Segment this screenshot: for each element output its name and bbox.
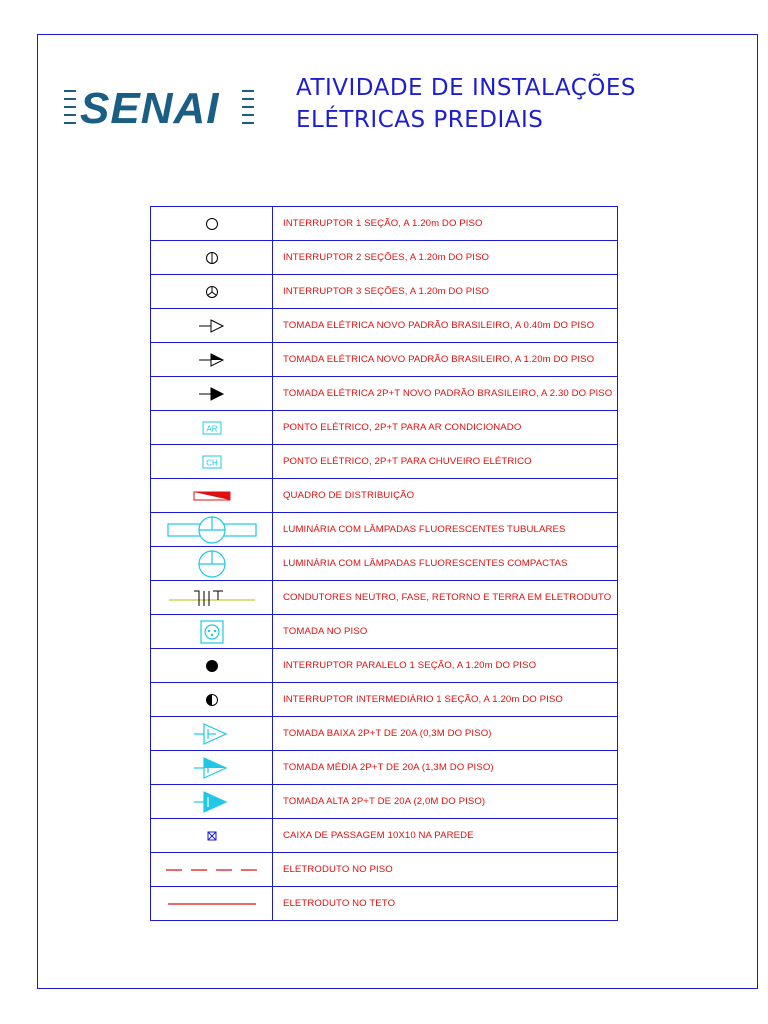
table-row: [151, 853, 618, 887]
symbol-cell: [151, 445, 273, 479]
symbol-cell: [151, 785, 273, 819]
symbol-cell: [151, 241, 273, 275]
table-row: [151, 275, 618, 309]
tomada-baixa-icon: [197, 316, 227, 336]
description-cell: TOMADA BAIXA 2P+T DE 20A (0,3M DO PISO): [273, 717, 618, 751]
table-row: [151, 309, 618, 343]
quadro-distribuicao-icon: [192, 489, 232, 503]
description-cell: TOMADA ALTA 2P+T DE 20A (2,0M DO PISO): [273, 785, 618, 819]
table-row: [151, 615, 618, 649]
interruptor-1-secao-icon: [202, 214, 222, 234]
symbol-cell: [151, 479, 273, 513]
symbol-cell: [151, 309, 273, 343]
symbol-legend-table: [150, 206, 618, 921]
symbol-cell: [151, 887, 273, 921]
chuveiro-icon: [200, 453, 224, 471]
tomada-piso-icon: [198, 618, 226, 646]
table-row: [151, 887, 618, 921]
description-cell: LUMINÁRIA COM LÂMPADAS FLUORESCENTES TUBULARES: [273, 513, 618, 547]
table-row: [151, 241, 618, 275]
symbol-cell: [151, 343, 273, 377]
senai-logo: [62, 86, 258, 132]
table-row: [151, 717, 618, 751]
tomada-media-20a-icon: [192, 754, 232, 782]
interruptor-2-secoes-icon: [202, 248, 222, 268]
tomada-alta-icon: [197, 384, 227, 404]
description-cell: TOMADA ELÉTRICA NOVO PADRÃO BRASILEIRO, A 0.40m DO PISO: [273, 309, 618, 343]
symbol-cell: [151, 207, 273, 241]
eletroduto-teto-icon: [164, 899, 260, 909]
description-cell: TOMADA ELÉTRICA NOVO PADRÃO BRASILEIRO, A 1.20m DO PISO: [273, 343, 618, 377]
symbol-cell: [151, 717, 273, 751]
condutores-icon: [167, 586, 257, 610]
symbol-cell: [151, 649, 273, 683]
logo-text: SENAI: [80, 84, 220, 133]
symbol-cell: [151, 275, 273, 309]
caixa-passagem-icon: [204, 828, 220, 844]
table-row: [151, 785, 618, 819]
ch-symbol-text: CH: [205, 458, 218, 467]
description-cell: PONTO ELÉTRICO, 2P+T PARA AR CONDICIONADO: [273, 411, 618, 445]
table-row: [151, 683, 618, 717]
symbol-cell: [151, 751, 273, 785]
table-row: [151, 751, 618, 785]
description-cell: INTERRUPTOR 1 SEÇÃO, A 1.20m DO PISO: [273, 207, 618, 241]
symbol-cell: [151, 819, 273, 853]
page-title: [296, 72, 716, 136]
tomada-baixa-20a-icon: [192, 720, 232, 748]
ar-symbol-text: AR: [205, 424, 218, 433]
symbol-cell: [151, 411, 273, 445]
symbol-cell: [151, 377, 273, 411]
description-cell: CONDUTORES NEUTRO, FASE, RETORNO E TERRA EM ELETRODUTO: [273, 581, 618, 615]
symbol-cell: [151, 581, 273, 615]
title-line-2: ELÉTRICAS PREDIAIS: [296, 107, 544, 133]
symbol-cell: [151, 853, 273, 887]
table-row: [151, 377, 618, 411]
description-cell: INTERRUPTOR 3 SEÇÕES, A 1.20m DO PISO: [273, 275, 618, 309]
description-cell: INTERRUPTOR INTERMEDIÁRIO 1 SEÇÃO, A 1.20m DO PISO: [273, 683, 618, 717]
table-row: [151, 547, 618, 581]
symbol-cell: [151, 547, 273, 581]
tomada-alta-20a-icon: [192, 788, 232, 816]
table-row: [151, 649, 618, 683]
table-row: [151, 581, 618, 615]
description-cell: CAIXA DE PASSAGEM 10X10 NA PAREDE: [273, 819, 618, 853]
description-cell: ELETRODUTO NO TETO: [273, 887, 618, 921]
description-cell: LUMINÁRIA COM LÂMPADAS FLUORESCENTES COMPACTAS: [273, 547, 618, 581]
interruptor-paralelo-icon: [202, 656, 222, 676]
symbol-cell: [151, 615, 273, 649]
eletroduto-piso-icon: [164, 865, 260, 875]
ar-condicionado-icon: [200, 419, 224, 437]
table-row: [151, 445, 618, 479]
luminaria-tubular-icon: [166, 515, 258, 545]
description-cell: TOMADA MÉDIA 2P+T DE 20A (1,3M DO PISO): [273, 751, 618, 785]
table-row: [151, 207, 618, 241]
table-row: [151, 819, 618, 853]
description-cell: ELETRODUTO NO PISO: [273, 853, 618, 887]
symbol-cell: [151, 683, 273, 717]
table-row: [151, 479, 618, 513]
interruptor-3-secoes-icon: [202, 282, 222, 302]
description-cell: TOMADA NO PISO: [273, 615, 618, 649]
description-cell: INTERRUPTOR 2 SEÇÕES, A 1.20m DO PISO: [273, 241, 618, 275]
table-row: [151, 513, 618, 547]
symbol-cell: [151, 513, 273, 547]
description-cell: PONTO ELÉTRICO, 2P+T PARA CHUVEIRO ELÉTRICO: [273, 445, 618, 479]
description-cell: INTERRUPTOR PARALELO 1 SEÇÃO, A 1.20m DO PISO: [273, 649, 618, 683]
interruptor-intermediario-icon: [202, 690, 222, 710]
table-row: [151, 411, 618, 445]
description-cell: TOMADA ELÉTRICA 2P+T NOVO PADRÃO BRASILEIRO, A 2.30 DO PISO: [273, 377, 618, 411]
title-line-1: ATIVIDADE DE INSTALAÇÕES: [296, 75, 636, 101]
luminaria-compacta-icon: [196, 549, 228, 579]
table-row: [151, 343, 618, 377]
description-cell: QUADRO DE DISTRIBUIÇÃO: [273, 479, 618, 513]
tomada-media-icon: [197, 350, 227, 370]
